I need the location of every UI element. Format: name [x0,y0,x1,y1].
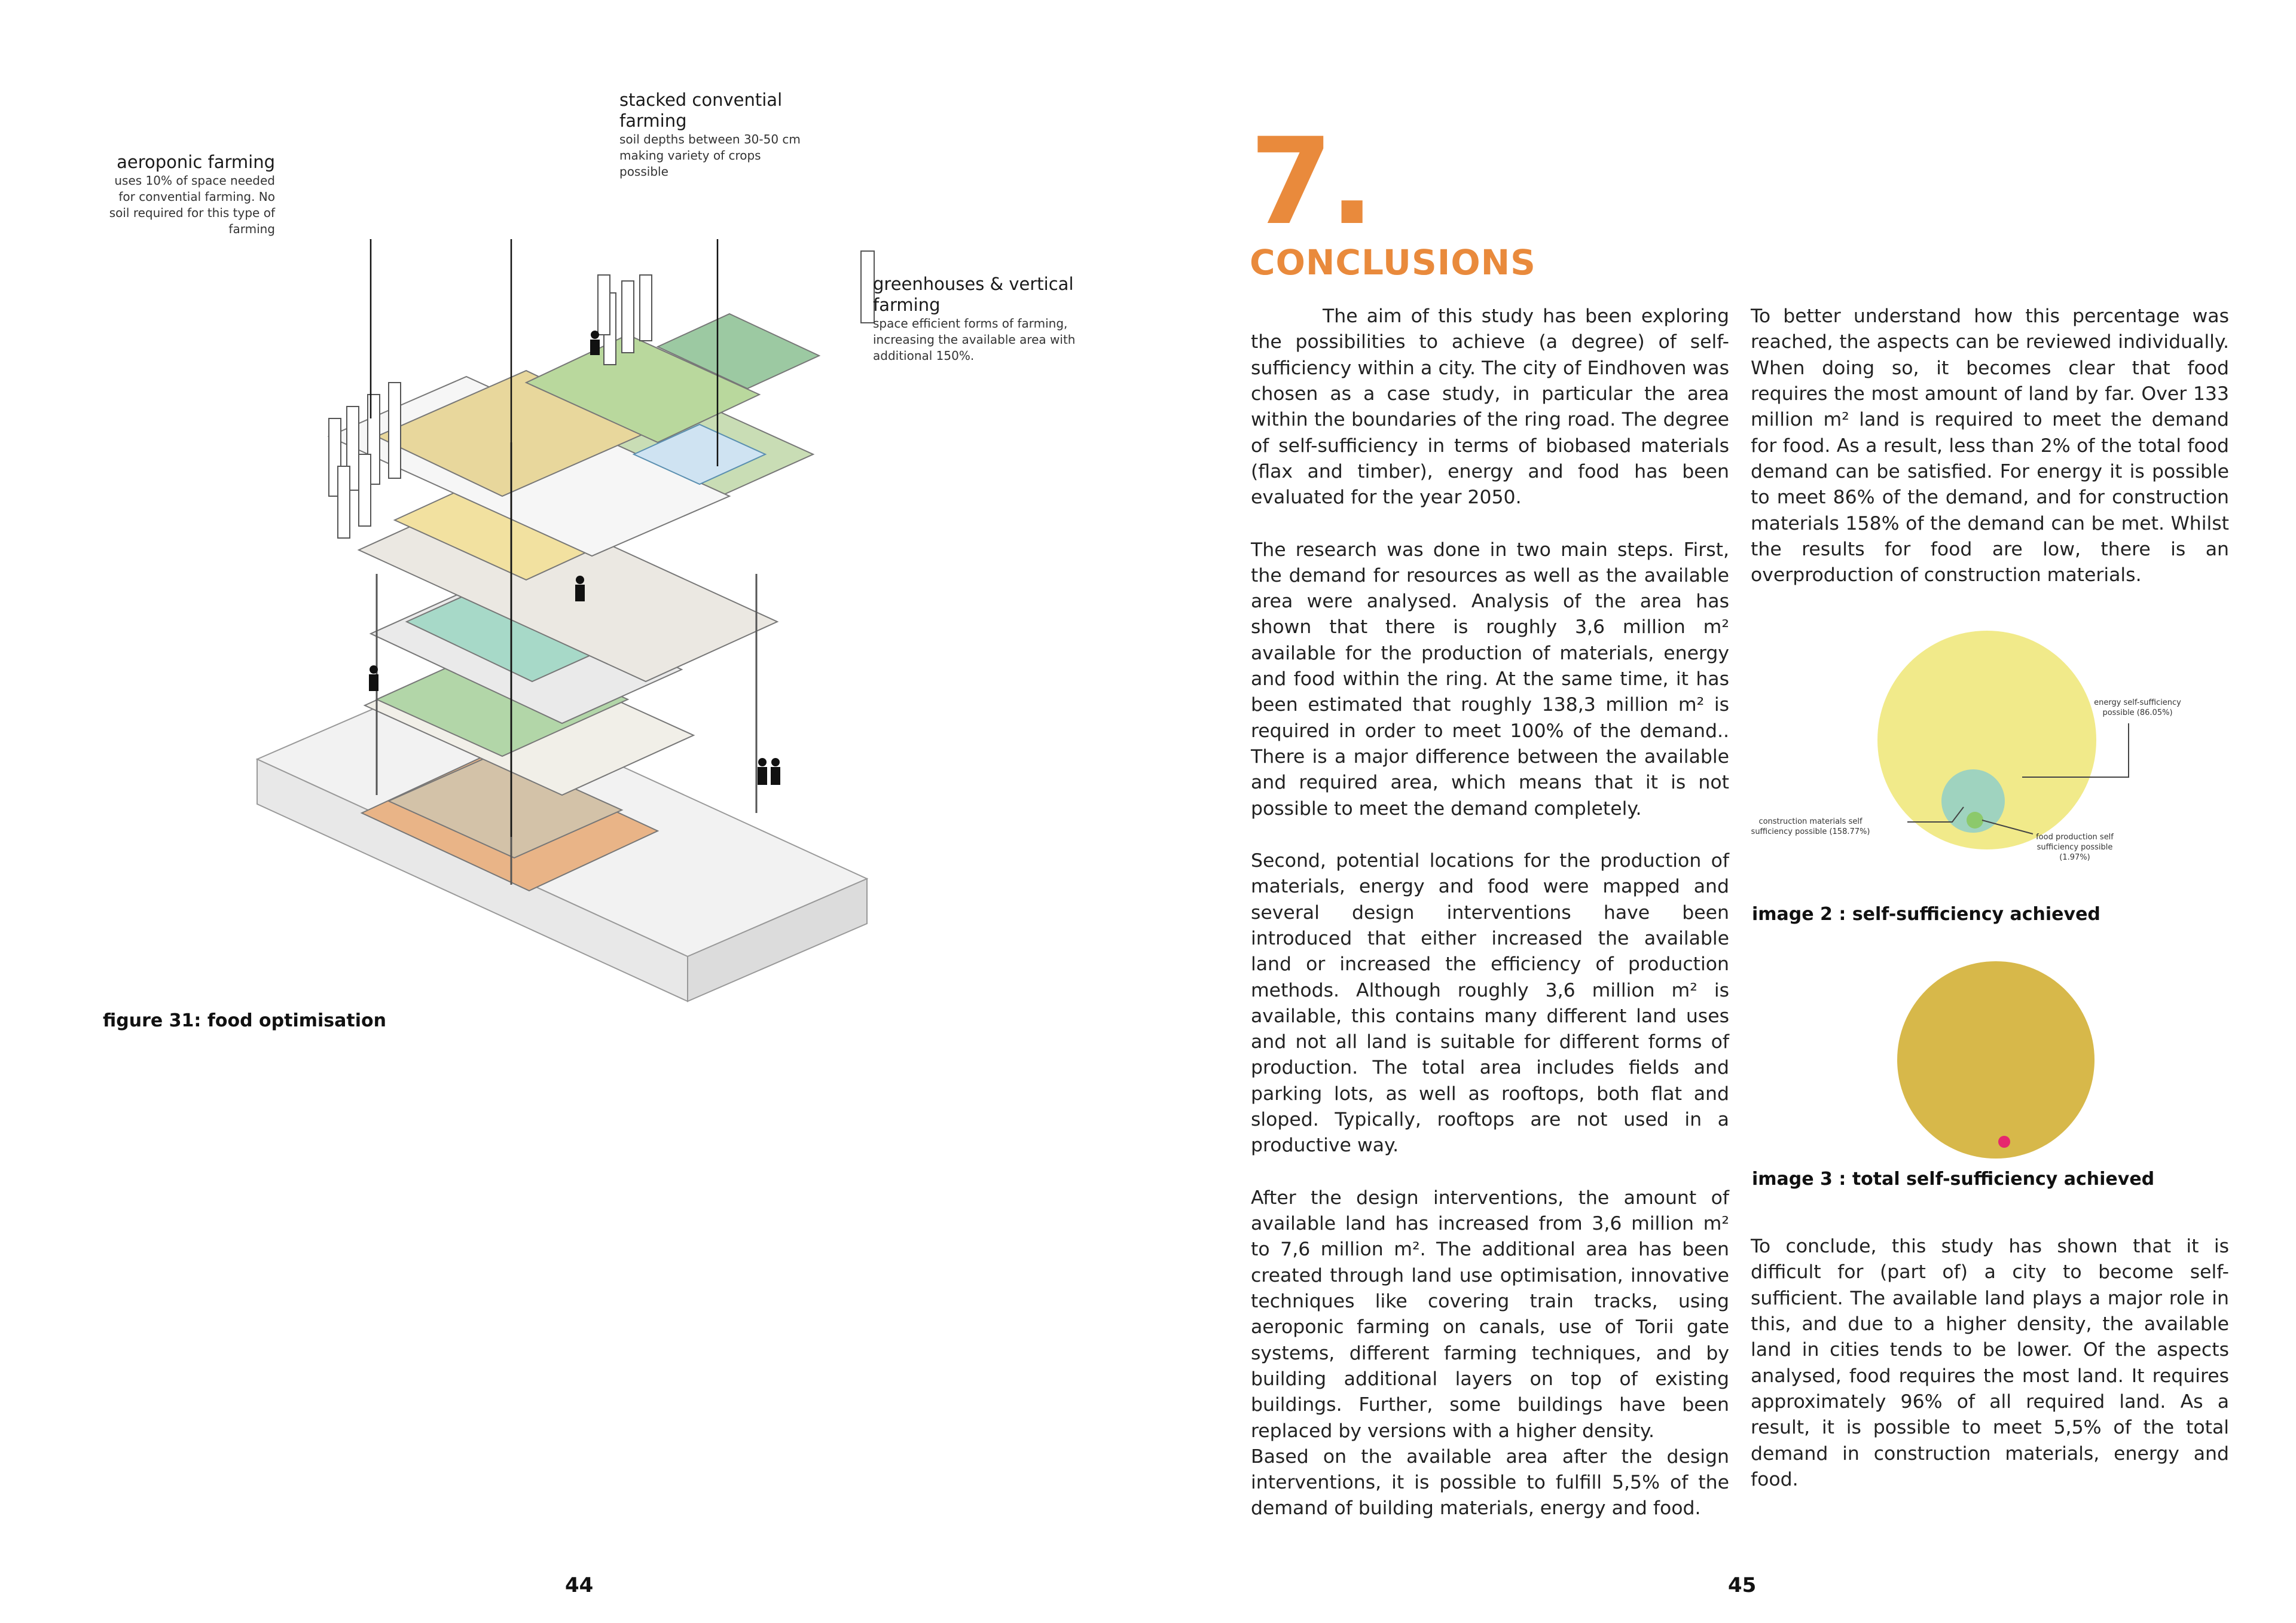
energy-label: energy self-sufficiency possible (86.05%) [2094,698,2181,717]
food-label: food production self sufficiency possible (1.97%) [2036,833,2114,862]
total-dot [1998,1136,2010,1148]
col1-paragraph-1: The aim of this study has been exploring the possibilities to achieve (a degree) of self-sufficiency within a city. The city of Eindhoven was chosen as a case study, in particular the area within the boundaries of the ring road. The degree of self-sufficiency in terms of biobased materials (flax and timber), energy and food has been evaluated for the year 2050. [1251,305,1729,509]
callout-greenhouse-title: greenhouses & vertical farming [873,274,1074,315]
self-sufficiency-diagram [1746,628,2224,891]
callout-greenhouse-desc: space efficient forms of farming, increasing the available area with additional 150%. [873,316,1076,363]
chapter-number: 7. [1250,112,1372,252]
figure-caption: figure 31: food optimisation [103,1010,386,1031]
body-column-1 [1251,304,1729,1522]
total-circle [1897,961,2095,1159]
col1-paragraph-5: Based on the available area after the design interventions, it is possible to fulfill 5,5% of the demand of building materials, energy and food. [1251,1445,1729,1520]
page-number-left: 44 [565,1573,594,1597]
callout-aeroponic-desc: uses 10% of space needed for convential farming. No soil required for this type of farming [109,173,275,236]
callout-stacked-desc: soil depths between 30-50 cm making variety of crops possible [619,132,801,179]
food-circle [1967,812,1983,829]
callout-stacked-title: stacked convential farming [619,90,783,131]
body-column-2 [1751,304,2229,588]
image2-caption: image 2 : self-sufficiency achieved [1752,904,2100,925]
food-optimisation-illustration [239,239,927,1004]
chapter-title: CONCLUSIONS [1250,242,1536,283]
page-number-right: 45 [1728,1573,1757,1597]
callout-aeroponic-title: aeroponic farming [117,152,275,172]
construction-label: construction materials self sufficiency possible (158.77%) [1751,817,1870,836]
col2-paragraph-1: To better understand how this percentage was reached, the aspects can be reviewed individually. When doing so, it becomes clear that food requires the most amount of land by far. Over 133 million m² land is required to meet the demand for food. As a result, less than 2% of the total food demand can be satisfied. For energy it is possible to meet 86% of the demand, and for construction materials 158% of the demand can be met. Whilst the results for food are low, there is an overproduction of construction materials. [1751,305,2229,586]
col1-paragraph-2: The research was done in two main steps. First, the demand for resources as well as the available area were analysed. Analysis of the area has shown that there is roughly 3,6 million m² available for the production of materials, energy and food within the ring. At the same time, it has been estimated that roughly 138,3 million m² is required in order to meet 100% of the demand.. There is a major difference between the available and required area, which means that it is not possible to meet the demand completely. [1251,539,1729,820]
callout-stacked [619,90,811,180]
body-column-2-conclusion [1751,1234,2229,1493]
image3-caption: image 3 : total self-sufficiency achieved [1752,1169,2155,1190]
floor-levels [329,314,819,891]
col1-paragraph-3: Second, potential locations for the production of materials, energy and food were mapped and several design interventions have been introduced that either increased the available land or increased the efficiency of production methods. Although roughly 3,6 million m² is available, this contains many different land uses and not all land is suitable for different forms of production. The total area includes fields and parking lots, as well as rooftops, both flat and sloped. Typically, rooftops are not used in a productive way. [1251,849,1729,1157]
callout-aeroponic [96,152,275,237]
total-self-sufficiency-diagram [1895,961,2111,1159]
callout-greenhouse [873,274,1076,364]
col1-paragraph-4: After the design interventions, the amount of available land has increased from 3,6 million m² to 7,6 million m². The additional area has been created through land use optimisation, innovative techniques like covering train tracks, using aeroponic farming on canals, use of Torii gate systems, different farming techniques, and by building additional layers on top of existing buildings. Further, some buildings have been replaced by versions with a higher density. [1251,1187,1729,1442]
col2-paragraph-2: To conclude, this study has shown that it is difficult for (part of) a city to become self-sufficient. The available land plays a major role in this, and due to a higher density, the available land in cities tends to be lower. Of the aspects analysed, food requires the most land. It requires approximately 96% of all required land. As a result, it is possible to meet 5,5% of the total demand in construction materials, energy and food. [1751,1236,2229,1490]
